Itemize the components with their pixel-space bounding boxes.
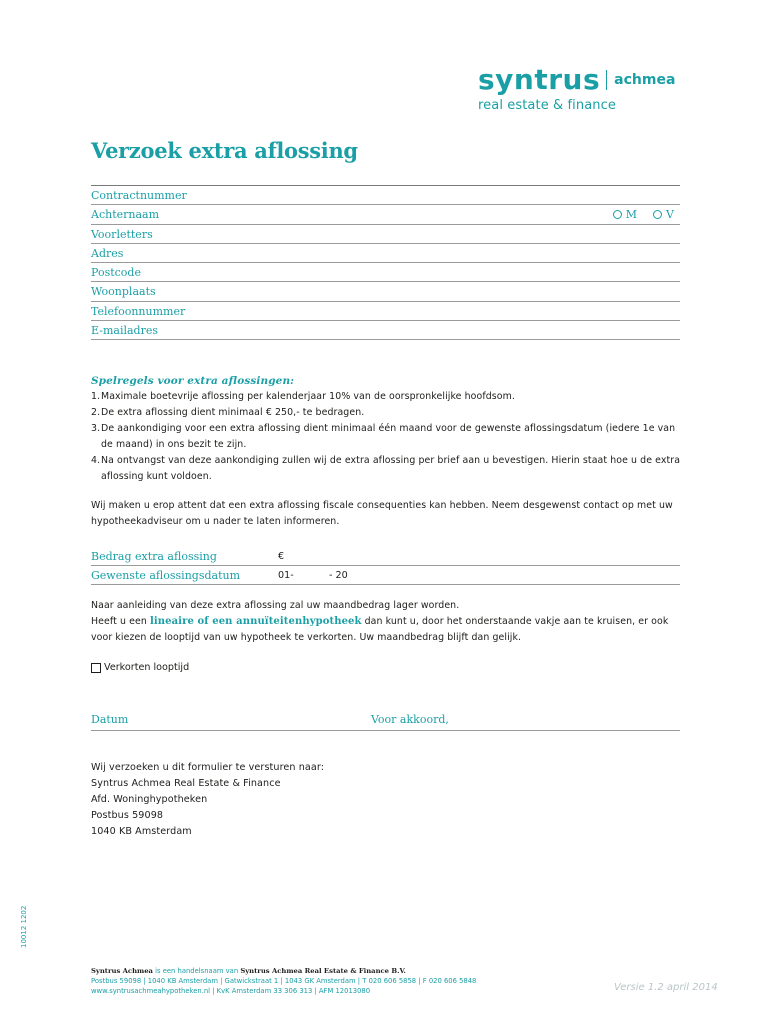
address-line: Afd. Woninghypotheken	[91, 794, 208, 805]
rule-text: Maximale boetevrije aflossing per kalenderjaar 10% van de oorspronkelijke hoofdsom.	[101, 391, 515, 402]
shorten-term-checkbox[interactable]	[91, 663, 101, 673]
date-label: Gewenste aflossingsdatum	[91, 569, 241, 582]
address-line: 1040 KB Amsterdam	[91, 826, 192, 837]
date-prefix: 01-	[278, 570, 294, 581]
checkbox-label: Verkorten looptijd	[104, 662, 190, 673]
footer-company: Syntrus Achmea Real Estate & Finance B.V.	[240, 967, 406, 975]
form-code: 10012 1202	[20, 905, 28, 948]
footer-line	[91, 966, 476, 976]
address-line: Wij verzoeken u dit formulier te versturen naar:	[91, 762, 325, 773]
payment-details-form	[91, 547, 680, 585]
info-text: dan kunt u, door het onderstaande vakje aan te kruisen, er ook voor kiezen de looptijd van uw hypotheek te verkorten. Uw maandbedrag blijft dan gelijk.	[91, 616, 669, 643]
address-line: Postbus 59098	[91, 810, 164, 821]
field-label: Achternaam	[91, 208, 160, 222]
field-label: Adres	[91, 246, 124, 260]
achternaam-field[interactable]	[91, 205, 680, 224]
adres-field[interactable]	[91, 244, 680, 263]
rule-number: 4.	[91, 455, 101, 466]
rule-item	[91, 421, 683, 453]
rules-title: Spelregels voor extra aflossingen:	[91, 375, 295, 387]
radio-m[interactable]	[613, 210, 622, 219]
woonplaats-field[interactable]	[91, 282, 680, 301]
footer-line: www.syntrusachmeahypotheken.nl | KvK Amsterdam 33 306 313 | AFM 12013080	[91, 987, 371, 995]
info-emphasis: lineaire of een annuïteitenhypotheek	[149, 616, 362, 627]
rule-text: De aankondiging voor een extra aflossing dient minimaal één maand voor de gewenste aflossingsdatum (iedere 1e van de maand) in ons bezit te zijn.	[101, 423, 676, 450]
address-line: Syntrus Achmea Real Estate & Finance	[91, 778, 281, 789]
info-paragraph	[91, 598, 683, 646]
currency-symbol: €	[278, 551, 285, 562]
agreement-label: Voor akkoord,	[371, 713, 449, 726]
logo-name: syntrus	[478, 63, 601, 96]
version-label: Versie 1.2 april 2014	[614, 982, 718, 993]
logo-divider	[606, 70, 607, 90]
company-logo	[478, 64, 698, 113]
shorten-term-option[interactable]	[91, 662, 189, 673]
telefoonnummer-field[interactable]	[91, 302, 680, 321]
footer-line: Postbus 59098 | 1040 KB Amsterdam | Gatwickstraat 1 | 1043 GK Amsterdam | T 020 606 5858 | F 020 606 5848	[91, 977, 477, 985]
contractnummer-field[interactable]	[91, 186, 680, 205]
field-label: E-mailadres	[91, 324, 158, 338]
rule-item	[91, 405, 683, 421]
info-line	[91, 614, 683, 646]
footer-text: is een handelsnaam van	[152, 967, 241, 975]
gender-m-label: M	[625, 208, 638, 222]
amount-label: Bedrag extra aflossing	[91, 550, 217, 563]
field-label: Telefoonnummer	[91, 304, 186, 318]
rule-number: 1.	[91, 391, 101, 402]
tax-notice: Wij maken u erop attent dat een extra aflossing fiscale consequenties kan hebben. Neem desgewenst contact op met uw hypotheekadviseur om u nader te laten informeren.	[91, 500, 673, 527]
gender-options	[613, 205, 674, 224]
voorletters-field[interactable]	[91, 225, 680, 244]
page-title: Verzoek extra aflossing	[91, 138, 358, 163]
email-field[interactable]	[91, 321, 680, 340]
rule-item	[91, 453, 683, 485]
date-suffix: - 20	[329, 570, 348, 581]
field-label: Voorletters	[91, 227, 153, 241]
rule-number: 3.	[91, 423, 101, 434]
gender-v-label: V	[666, 208, 674, 222]
footer-brand: Syntrus Achmea	[91, 967, 153, 975]
date-sign-label: Datum	[91, 713, 129, 726]
rule-text: De extra aflossing dient minimaal € 250,- te bedragen.	[101, 407, 365, 418]
footer	[91, 966, 476, 996]
signature-row	[91, 711, 680, 731]
mailing-address	[91, 760, 324, 840]
amount-field[interactable]	[91, 547, 680, 566]
rule-item	[91, 389, 683, 405]
rules-section	[91, 373, 683, 485]
date-field[interactable]	[91, 566, 680, 585]
logo-sub: achmea	[614, 72, 676, 88]
field-label: Contractnummer	[91, 189, 187, 202]
logo-tagline: real estate & finance	[478, 98, 616, 113]
personal-details-form	[91, 185, 680, 340]
info-line: Naar aanleiding van deze extra aflossing zal uw maandbedrag lager worden.	[91, 600, 460, 611]
rule-number: 2.	[91, 407, 101, 418]
field-label: Postcode	[91, 266, 141, 280]
rule-text: Na ontvangst van deze aankondiging zullen wij de extra aflossing per brief aan u bevestigen. Hierin staat hoe u de extra aflossing kunt voldoen.	[101, 455, 681, 482]
postcode-field[interactable]	[91, 263, 680, 282]
radio-v[interactable]	[653, 210, 662, 219]
info-text: Heeft u een	[91, 616, 150, 627]
field-label: Woonplaats	[91, 285, 156, 299]
